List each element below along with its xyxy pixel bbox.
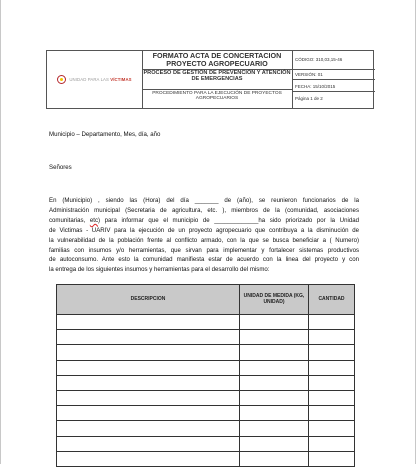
table-row <box>57 421 355 436</box>
table-row <box>57 315 355 330</box>
logo-prefix: UNIDAD PARA LAS <box>69 77 109 82</box>
column-header-quantity: CANTIDAD <box>309 285 355 315</box>
table-row <box>57 451 355 466</box>
page-number: Página 1 de 2 <box>295 96 323 101</box>
spellcheck-word: etc <box>89 216 98 224</box>
body-line <box>49 206 359 216</box>
cell-unit <box>240 390 309 405</box>
body-line <box>49 196 359 206</box>
cell-unit <box>240 360 309 375</box>
cell-unit <box>240 436 309 451</box>
cell-unit <box>240 375 309 390</box>
logo-brand: VÍCTIMAS <box>110 77 132 82</box>
table-row <box>57 345 355 360</box>
table-row <box>57 406 355 421</box>
body-line <box>49 265 359 275</box>
location-date-line: Municipio – Departamento, Mes, día, año <box>49 131 161 138</box>
cell-unit <box>240 421 309 436</box>
table-row <box>57 330 355 345</box>
body-line <box>49 255 359 265</box>
cell-quantity <box>309 406 355 421</box>
cell-quantity <box>309 360 355 375</box>
cell-description <box>57 451 240 466</box>
cell-description <box>57 436 240 451</box>
body-text: la vulnerabilidad de la población frente al conflicto armado, con la que se busca beneficiar a ( Numero) <box>49 236 359 244</box>
table-header-row <box>57 285 355 315</box>
cell-unit <box>240 345 309 360</box>
document-version: VERSIÓN: 01 <box>295 72 323 77</box>
cell-description <box>57 390 240 405</box>
cell-quantity <box>309 375 355 390</box>
body-line <box>49 226 359 236</box>
body-line <box>49 216 359 226</box>
body-paragraph <box>49 196 359 275</box>
cell-quantity <box>309 421 355 436</box>
cell-quantity <box>309 315 355 330</box>
body-line <box>49 246 359 256</box>
process-name: PROCESO DE GESTIÓN DE PREVENCIÓN Y ATENCIÓN DE EMERGENCIAS <box>143 70 291 82</box>
body-line <box>49 236 359 246</box>
cell-quantity <box>309 451 355 466</box>
body-text: la entrega de los siguientes insumos y herramientas para el desarrollo del mismo: <box>49 266 270 274</box>
body-text: de autoconsumo. Ante esto la comunidad manifiesta estar de acuerdo con la linea del proyecto y con <box>49 256 359 264</box>
unidad-victimas-logo <box>47 51 142 108</box>
column-header-description: DESCRIPCION <box>57 285 240 315</box>
cell-unit <box>240 406 309 421</box>
cell-quantity <box>309 330 355 345</box>
procedure-name: PROCEDIMIENTO PARA LA EJECUCIÓN DE PROYECTOS AGROPECUARIOS <box>152 91 282 102</box>
header-divider <box>292 91 375 92</box>
body-text: Administración municipal (Secretaria de agricultura, etc. ), miembros de la (comunidad, asociaciones <box>49 206 359 214</box>
cell-unit <box>240 315 309 330</box>
cell-unit <box>240 330 309 345</box>
salutation: Señores <box>49 164 72 171</box>
cell-description <box>57 406 240 421</box>
header-divider <box>292 79 375 80</box>
table-row <box>57 360 355 375</box>
body-text: En (Municipio) , siendo las (Hora) del día _______ de (año), se reunieron funcionarios de la <box>49 197 359 204</box>
logo-emblem-icon <box>57 75 66 84</box>
body-text: ) para informar que el municipio de _____________ha sido priorizado por la Unidad <box>98 216 359 224</box>
form-title: FORMATO ACTA DE CONCERTACION PROYECTO AGROPECUARIO <box>152 51 282 68</box>
cell-description <box>57 315 240 330</box>
table-row <box>57 390 355 405</box>
cell-description <box>57 360 240 375</box>
cell-description <box>57 330 240 345</box>
logo-text <box>69 77 131 82</box>
cell-description <box>57 421 240 436</box>
body-text: familias con insumos y/o herramientas, que sirvan para implementar y fortalecer sistemas productivos <box>49 246 359 254</box>
document-header <box>46 50 374 109</box>
body-text: de Victimas - UARIV para la ejecución de un proyecto agropecuario que contribuya a la disminución de <box>49 226 359 234</box>
cell-description <box>57 345 240 360</box>
body-text: comunitarias, <box>49 216 90 224</box>
cell-quantity <box>309 390 355 405</box>
cell-description <box>57 375 240 390</box>
table-row <box>57 375 355 390</box>
cell-unit <box>240 451 309 466</box>
document-code: CÓDIGO: 310,03,15-46 <box>295 57 343 62</box>
column-header-unit: UNIDAD DE MEDIDA (KG, UNIDAD) <box>240 285 309 315</box>
cell-quantity <box>309 436 355 451</box>
document-date: FECHA: 15/10/2015 <box>295 84 336 89</box>
header-divider <box>142 89 292 90</box>
table-row <box>57 436 355 451</box>
cell-quantity <box>309 345 355 360</box>
supplies-table <box>56 284 355 467</box>
